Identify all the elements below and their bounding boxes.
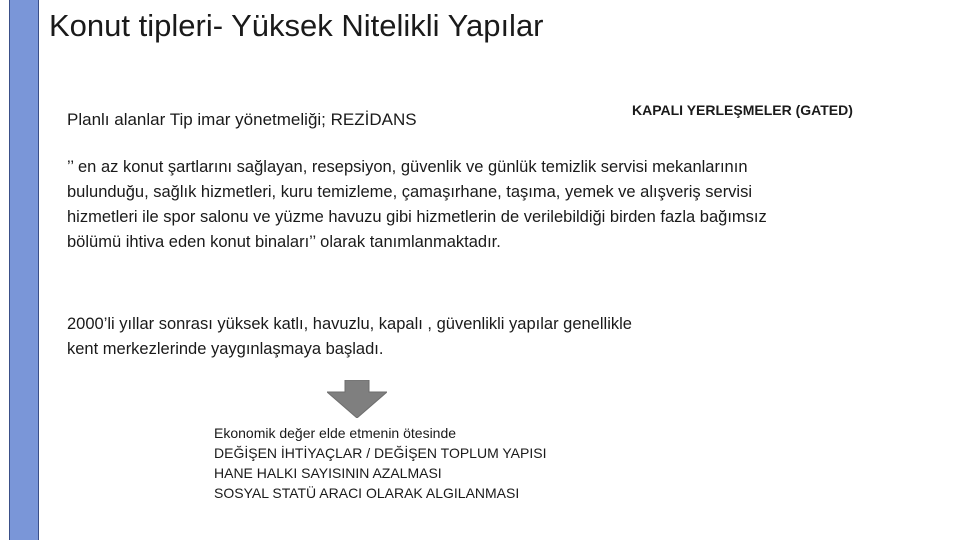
trend-line: 2000’li yıllar sonrası yüksek katlı, havuzlu, kapalı , güvenlikli yapılar genellikle	[67, 315, 632, 333]
definition-line: bölümü ihtiva eden konut binaları’’ olarak tanımlanmaktadır.	[67, 233, 501, 251]
trend-paragraph	[67, 312, 767, 362]
definition-paragraph	[67, 155, 867, 255]
reason-item: SOSYAL STATÜ ARACI OLARAK ALGILANMASI	[214, 485, 520, 501]
trend-line: kent merkezlerinde yaygınlaşmaya başladı.	[67, 340, 384, 358]
left-accent-bar	[9, 0, 39, 540]
down-arrow-icon	[327, 380, 387, 418]
reason-item: DEĞİŞEN İHTİYAÇLAR / DEĞİŞEN TOPLUM YAPISI	[214, 445, 547, 461]
reason-item: HANE HALKI SAYISININ AZALMASI	[214, 465, 442, 481]
reasons-list	[214, 423, 546, 503]
reason-item: Ekonomik değer elde etmenin ötesinde	[214, 425, 457, 441]
definition-line: ’’ en az konut şartlarını sağlayan, resepsiyon, güvenlik ve günlük temizlik servisi mekanlarının	[67, 158, 748, 176]
definition-line: bulunduğu, sağlık hizmetleri, kuru temizleme, çamaşırhane, taşıma, yemek ve alışveriş servisi	[67, 183, 753, 201]
subtitle-rezidans: Planlı alanlar Tip imar yönetmeliği; REZİDANS	[67, 110, 417, 129]
slide-title: Konut tipleri- Yüksek Nitelikli Yapılar	[49, 8, 544, 43]
definition-line: hizmetleri ile spor salonu ve yüzme havuzu gibi hizmetlerin de verilebildiği birden fazla bağımsız	[67, 208, 767, 226]
gated-label: KAPALI YERLEŞMELER (GATED)	[632, 102, 853, 118]
